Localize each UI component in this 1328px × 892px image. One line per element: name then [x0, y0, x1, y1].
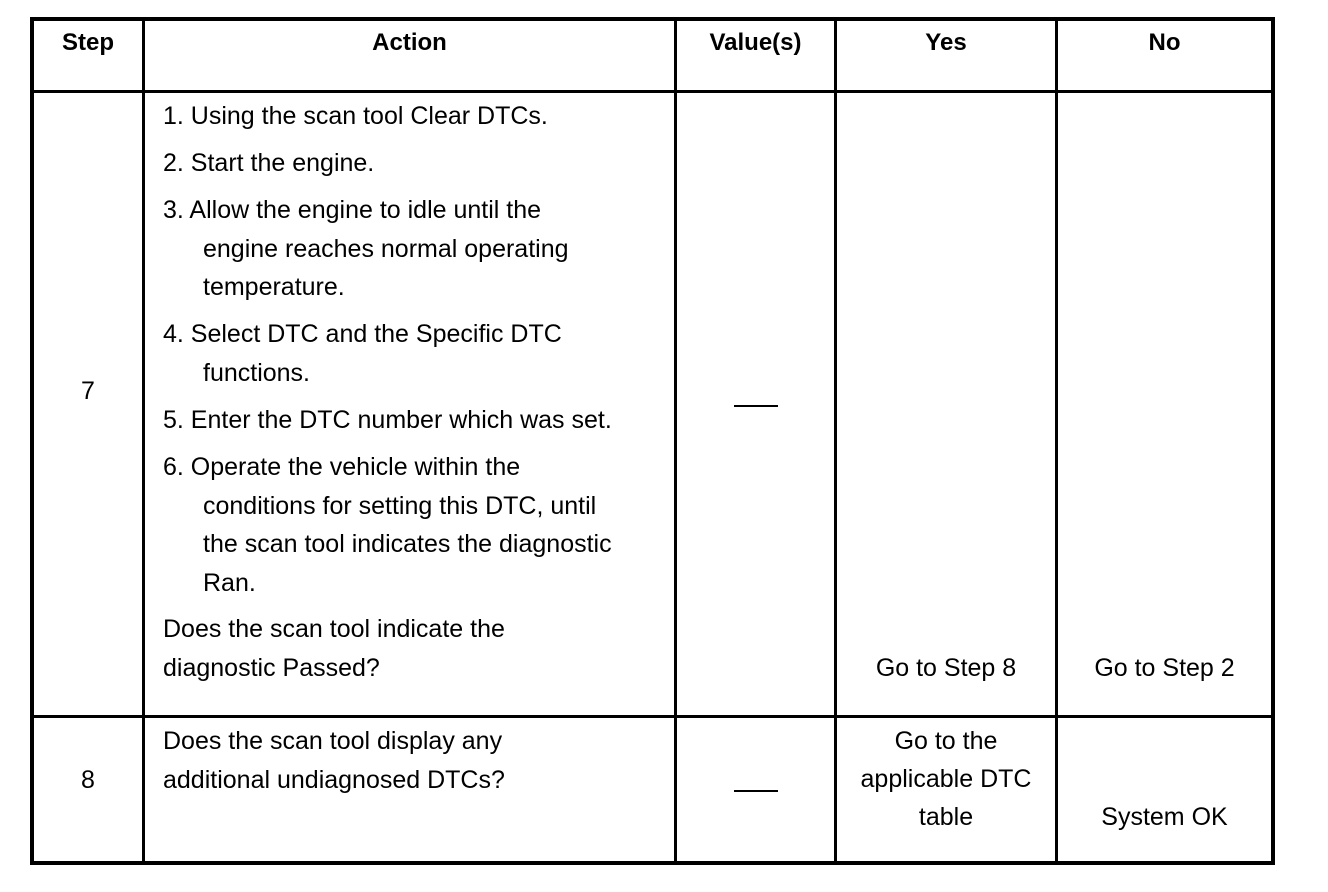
header-no: No — [1148, 29, 1181, 56]
row-7-no: Go to Step 2 — [1094, 654, 1235, 682]
action-item-1 — [163, 97, 548, 136]
action-item-text: 2. Start the engine. — [163, 149, 375, 177]
column-divider — [674, 21, 677, 861]
action-item-continuation: functions. — [203, 358, 311, 387]
action-item-continuation: the scan tool indicates the diagnostic — [203, 530, 612, 558]
row-7-step: 7 — [81, 377, 95, 405]
yes-line: applicable DTC — [860, 765, 1032, 793]
action-item-continuation: temperature. — [203, 273, 345, 301]
row-8-no: System OK — [1101, 803, 1228, 831]
header-yes: Yes — [925, 29, 967, 56]
action-item-text: 6. Operate the vehicle within the — [163, 453, 521, 481]
column-divider — [1055, 21, 1058, 861]
question-line: diagnostic Passed? — [163, 653, 380, 682]
yes-line: table — [918, 803, 974, 831]
action-item-3 — [163, 191, 569, 307]
action-item-text: 3. Allow the engine to idle until the — [163, 196, 542, 224]
action-item-continuation: Ran. — [203, 568, 256, 597]
diagnostic-table — [30, 17, 1275, 865]
action-item-continuation: conditions for setting this DTC, until — [203, 491, 597, 520]
value-dash — [734, 405, 778, 407]
action-item-text: 1. Using the scan tool Clear DTCs. — [163, 102, 548, 130]
question-line: additional undiagnosed DTCs? — [163, 765, 505, 794]
action-question — [163, 722, 505, 799]
action-item-text: 4. Select DTC and the Specific DTC — [163, 320, 562, 348]
column-divider — [142, 21, 145, 861]
question-line: Does the scan tool display any — [163, 727, 503, 755]
row-8-step: 8 — [81, 766, 95, 794]
value-dash — [734, 790, 778, 792]
action-item-2 — [163, 144, 374, 183]
header-values: Value(s) — [709, 29, 802, 56]
action-item-6 — [163, 448, 612, 602]
yes-line: Go to the — [894, 727, 998, 755]
header-step: Step — [61, 29, 114, 56]
action-item-text: 5. Enter the DTC number which was set. — [163, 406, 612, 434]
question-line: Does the scan tool indicate the — [163, 615, 505, 643]
action-item-5 — [163, 401, 612, 440]
action-question — [163, 610, 505, 687]
row-divider — [34, 715, 1271, 718]
action-item-4 — [163, 315, 562, 392]
header-action: Action — [372, 29, 447, 56]
row-8-yes — [837, 722, 1055, 836]
header-divider — [34, 90, 1271, 93]
row-7-yes: Go to Step 8 — [875, 654, 1017, 682]
action-item-continuation: engine reaches normal operating — [203, 234, 569, 263]
